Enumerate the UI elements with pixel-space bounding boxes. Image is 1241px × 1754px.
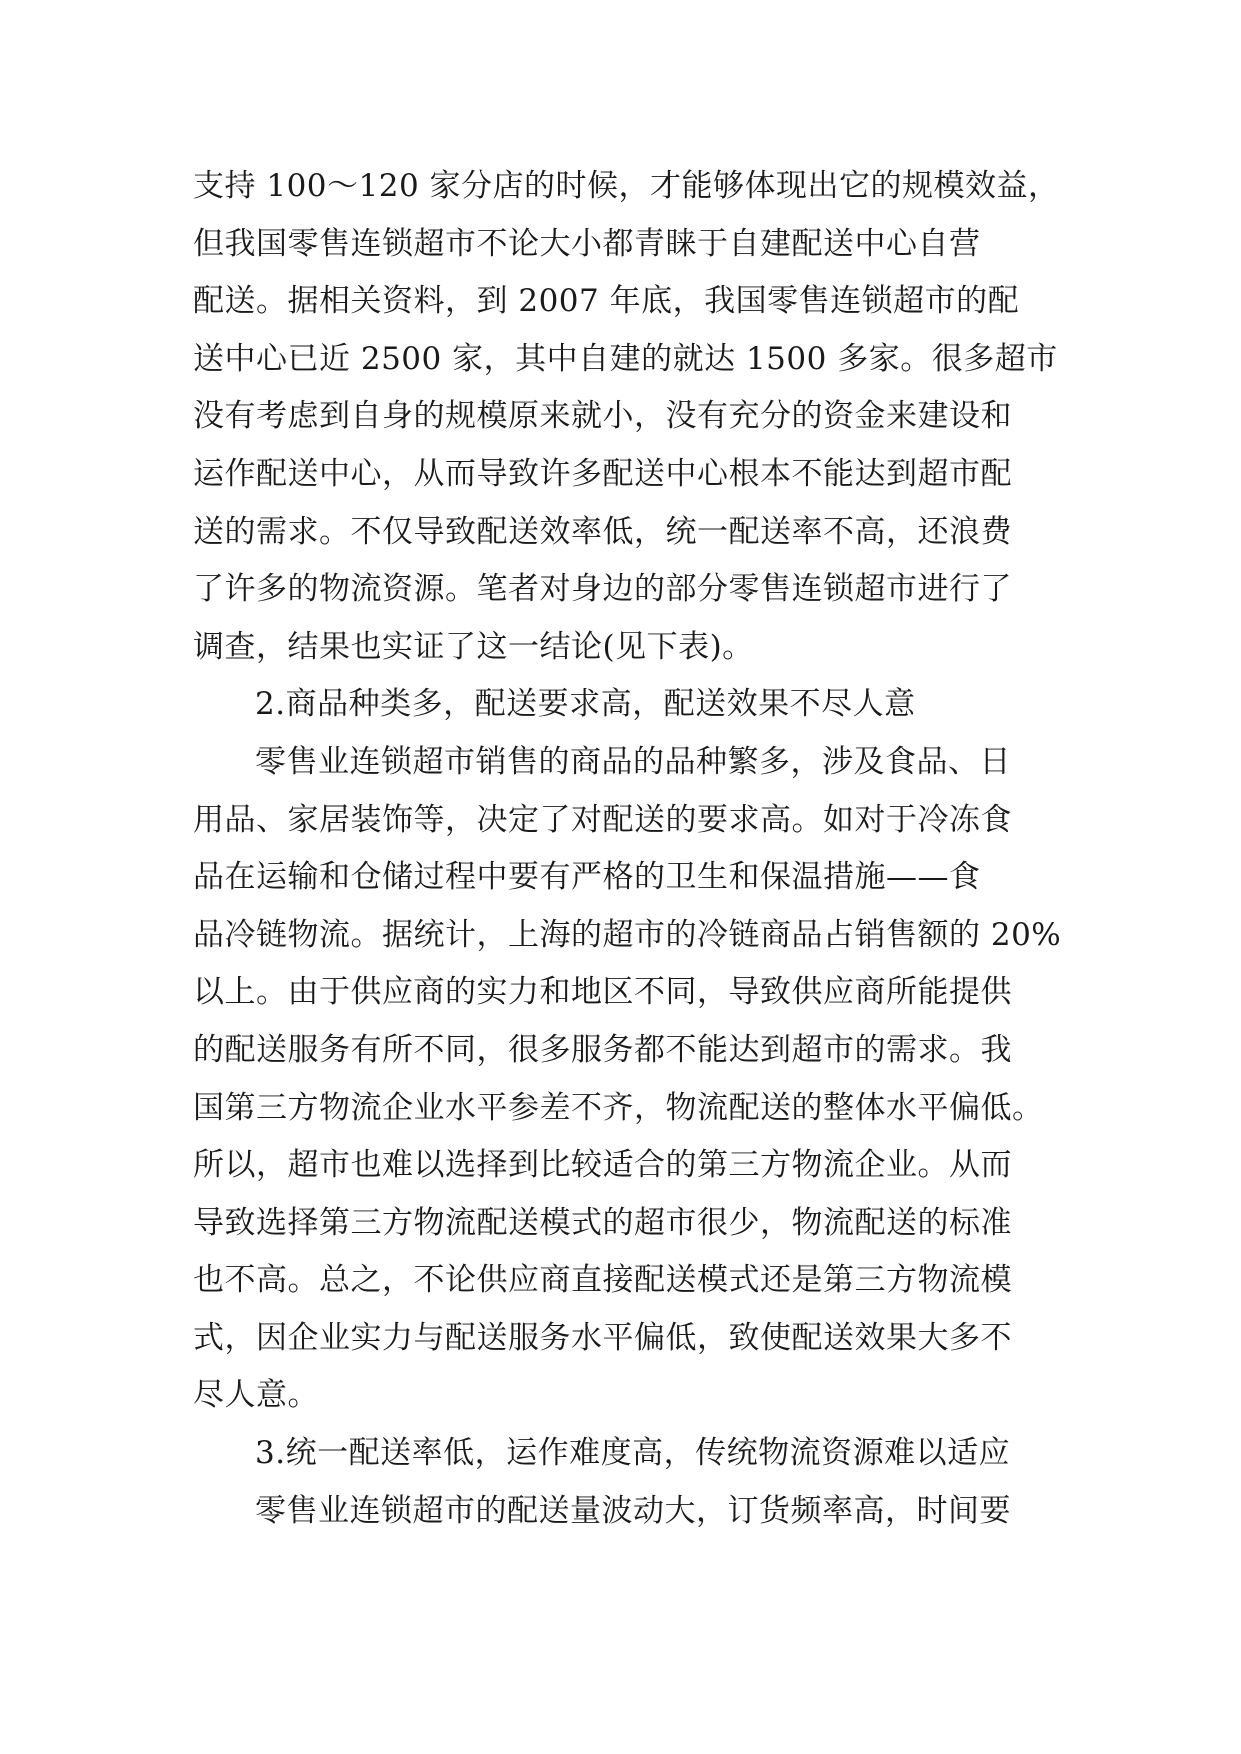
text-line: 品冷链物流。据统计，上海的超市的冷链商品占销售额的 20% xyxy=(193,916,1062,953)
text-line: 尽人意。 xyxy=(193,1377,319,1414)
text-line: 送的需求。不仅导致配送效率低，统一配送率不高，还浪费 xyxy=(193,513,1012,550)
text-line: 国第三方物流企业水平参差不齐，物流配送的整体水平偏低。 xyxy=(193,1089,1044,1126)
text-line: 运作配送中心，从而导致许多配送中心根本不能达到超市配 xyxy=(193,455,1012,492)
text-line: 式，因企业实力与配送服务水平偏低，致使配送效果大多不 xyxy=(193,1319,1012,1356)
text-line: 导致选择第三方物流配送模式的超市很少，物流配送的标准 xyxy=(193,1204,1012,1241)
text-line: 所以，超市也难以选择到比较适合的第三方物流企业。从而 xyxy=(193,1147,1012,1184)
text-line: 送中心已近 2500 家，其中自建的就达 1500 多家。很多超市 xyxy=(193,340,1058,377)
text-line: 零售业连锁超市销售的商品的品种繁多，涉及食品、日 xyxy=(255,743,1011,780)
text-line: 调查，结果也实证了这一结论(见下表)。 xyxy=(193,628,754,665)
text-line: 配送。据相关资料，到 2007 年底，我国零售连锁超市的配 xyxy=(193,283,1020,320)
text-line: 以上。由于供应商的实力和地区不同，导致供应商所能提供 xyxy=(193,974,1012,1011)
text-line: 用品、家居装饰等，决定了对配送的要求高。如对于冷冻食 xyxy=(193,801,1012,838)
text-line: 支持 100～120 家分店的时候，才能够体现出它的规模效益， xyxy=(193,168,1060,204)
text-line: 但我国零售连锁超市不论大小都青睐于自建配送中心自营 xyxy=(193,225,981,262)
body-text xyxy=(193,158,1062,1540)
text-line: 也不高。总之，不论供应商直接配送模式还是第三方物流模 xyxy=(193,1262,1012,1299)
text-line: 了许多的物流资源。笔者对身边的部分零售连锁超市进行了 xyxy=(193,571,1012,608)
text-line: 零售业连锁超市的配送量波动大，订货频率高，时间要 xyxy=(255,1492,1011,1529)
section-heading: 2.商品种类多，配送要求高，配送效果不尽人意 xyxy=(255,686,916,723)
text-line: 的配送服务有所不同，很多服务都不能达到超市的需求。我 xyxy=(193,1031,1012,1068)
text-line: 品在运输和仓储过程中要有严格的卫生和保温措施——食 xyxy=(193,859,981,896)
text-line: 没有考虑到自身的规模原来就小，没有充分的资金来建设和 xyxy=(193,398,1012,435)
section-heading: 3.统一配送率低，运作难度高，传统物流资源难以适应 xyxy=(255,1435,1011,1472)
